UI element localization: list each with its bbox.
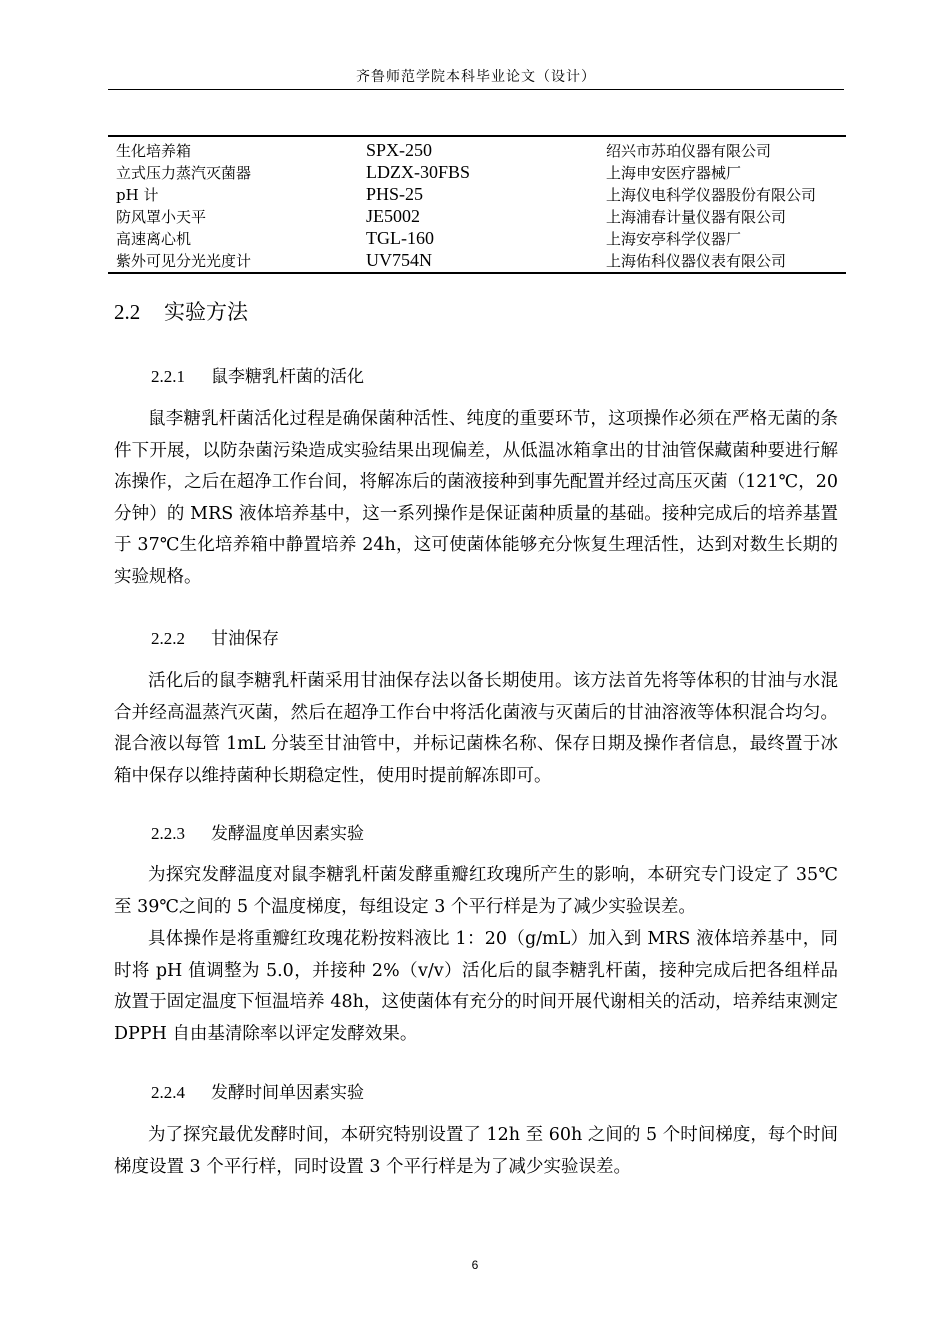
equipment-model: TGL-160 xyxy=(366,227,434,248)
equipment-maker: 上海佑科仪器仪表有限公司 xyxy=(606,251,787,270)
subsection-heading xyxy=(151,819,364,844)
subsection-number: 2.2.3 xyxy=(151,824,185,843)
equipment-maker: 绍兴市苏珀仪器有限公司 xyxy=(606,141,772,160)
equipment-table xyxy=(108,135,846,274)
subsection-title: 鼠李糖乳杆菌的活化 xyxy=(211,367,364,387)
subsection-title: 发酵时间单因素实验 xyxy=(211,1083,364,1103)
subsection-heading xyxy=(151,624,279,649)
equipment-name: 高速离心机 xyxy=(116,229,192,248)
section-title: 实验方法 xyxy=(164,300,248,324)
header-divider xyxy=(108,89,844,90)
subsection-title: 甘油保存 xyxy=(211,629,279,649)
subsection-heading xyxy=(151,1078,364,1103)
subsection-heading xyxy=(151,362,364,387)
equipment-name: 防风罩小天平 xyxy=(116,207,207,226)
body-paragraph: 活化后的鼠李糖乳杆菌采用甘油保存法以备长期使用。该方法首先将等体积的甘油与水混合并经高温蒸汽灭菌，然后在超净工作台中将活化菌液与灭菌后的甘油溶液等体积混合均匀。混合液以每管 1mL 分装至甘油管中，并标记菌株名称、保存日期及操作者信息，最终置于冰箱中保存以维持菌种长期稳定性，使用时提前解冻即可。 xyxy=(114,671,838,786)
equipment-name: 立式压力蒸汽灭菌器 xyxy=(116,163,252,182)
page-number: 6 xyxy=(471,1258,479,1272)
body-paragraph: 鼠李糖乳杆菌活化过程是确保菌种活性、纯度的重要环节，这项操作必须在严格无菌的条件下开展，以防杂菌污染造成实验结果出现偏差，从低温冰箱拿出的甘油管保藏菌种要进行解冻操作，之后在超净工作台间，将解冻后的菌液接种到事先配置并经过高压灭菌（121℃，20 分钟）的 MRS 液体培养基中，这一系列操作是保证菌种质量的基础。接种完成后的培养基置于 37℃生化培养箱中静置培养 24h，这可使菌体能够充分恢复生理活性，达到对数生长期的实验规格。 xyxy=(114,409,838,587)
equipment-model: UV754N xyxy=(366,249,432,270)
equipment-row xyxy=(108,139,846,161)
equipment-name: pH 计 xyxy=(116,185,159,204)
equipment-maker: 上海浦春计量仪器有限公司 xyxy=(606,207,787,226)
page-header-title: 齐鲁师范学院本科毕业论文（设计） xyxy=(356,69,596,85)
equipment-model: PHS-25 xyxy=(366,183,424,204)
equipment-row xyxy=(108,227,846,249)
equipment-row xyxy=(108,183,846,205)
body-paragraph: 为探究发酵温度对鼠李糖乳杆菌发酵重瓣红玫瑰所产生的影响，本研究专门设定了 35℃至 39℃之间的 5 个温度梯度，每组设定 3 个平行样是为了减少实验误差。 xyxy=(114,865,838,917)
equipment-model: JE5002 xyxy=(366,205,420,226)
body-paragraph: 具体操作是将重瓣红玫瑰花粉按料液比 1：20（g/mL）加入到 MRS 液体培养基中，同时将 pH 值调整为 5.0，并接种 2%（v/v）活化后的鼠李糖乳杆菌，接种完成后把各组样品放置于固定温度下恒温培养 48h，这使菌体有充分的时间开展代谢相关的活动，培养结束测定 DPPH 自由基清除率以评定发酵效果。 xyxy=(114,929,838,1044)
equipment-maker: 上海仪电科学仪器股份有限公司 xyxy=(606,185,817,204)
subsection-title: 发酵温度单因素实验 xyxy=(211,824,364,844)
equipment-row xyxy=(108,161,846,183)
equipment-row xyxy=(108,249,846,271)
equipment-model: LDZX-30FBS xyxy=(366,161,471,182)
equipment-name: 生化培养箱 xyxy=(116,141,192,160)
equipment-model: SPX-250 xyxy=(366,139,433,160)
section-number: 2.2 xyxy=(114,300,141,324)
subsection-number: 2.2.2 xyxy=(151,629,185,648)
equipment-row xyxy=(108,205,846,227)
body-paragraph: 为了探究最优发酵时间，本研究特别设置了 12h 至 60h 之间的 5 个时间梯度，每个时间梯度设置 3 个平行样，同时设置 3 个平行样是为了减少实验误差。 xyxy=(114,1125,838,1177)
subsection-number: 2.2.1 xyxy=(151,367,185,386)
equipment-maker: 上海申安医疗器械厂 xyxy=(606,163,742,182)
section-heading xyxy=(114,296,248,326)
subsection-number: 2.2.4 xyxy=(151,1083,185,1102)
equipment-maker: 上海安亭科学仪器厂 xyxy=(606,229,742,248)
equipment-name: 紫外可见分光光度计 xyxy=(116,251,252,270)
